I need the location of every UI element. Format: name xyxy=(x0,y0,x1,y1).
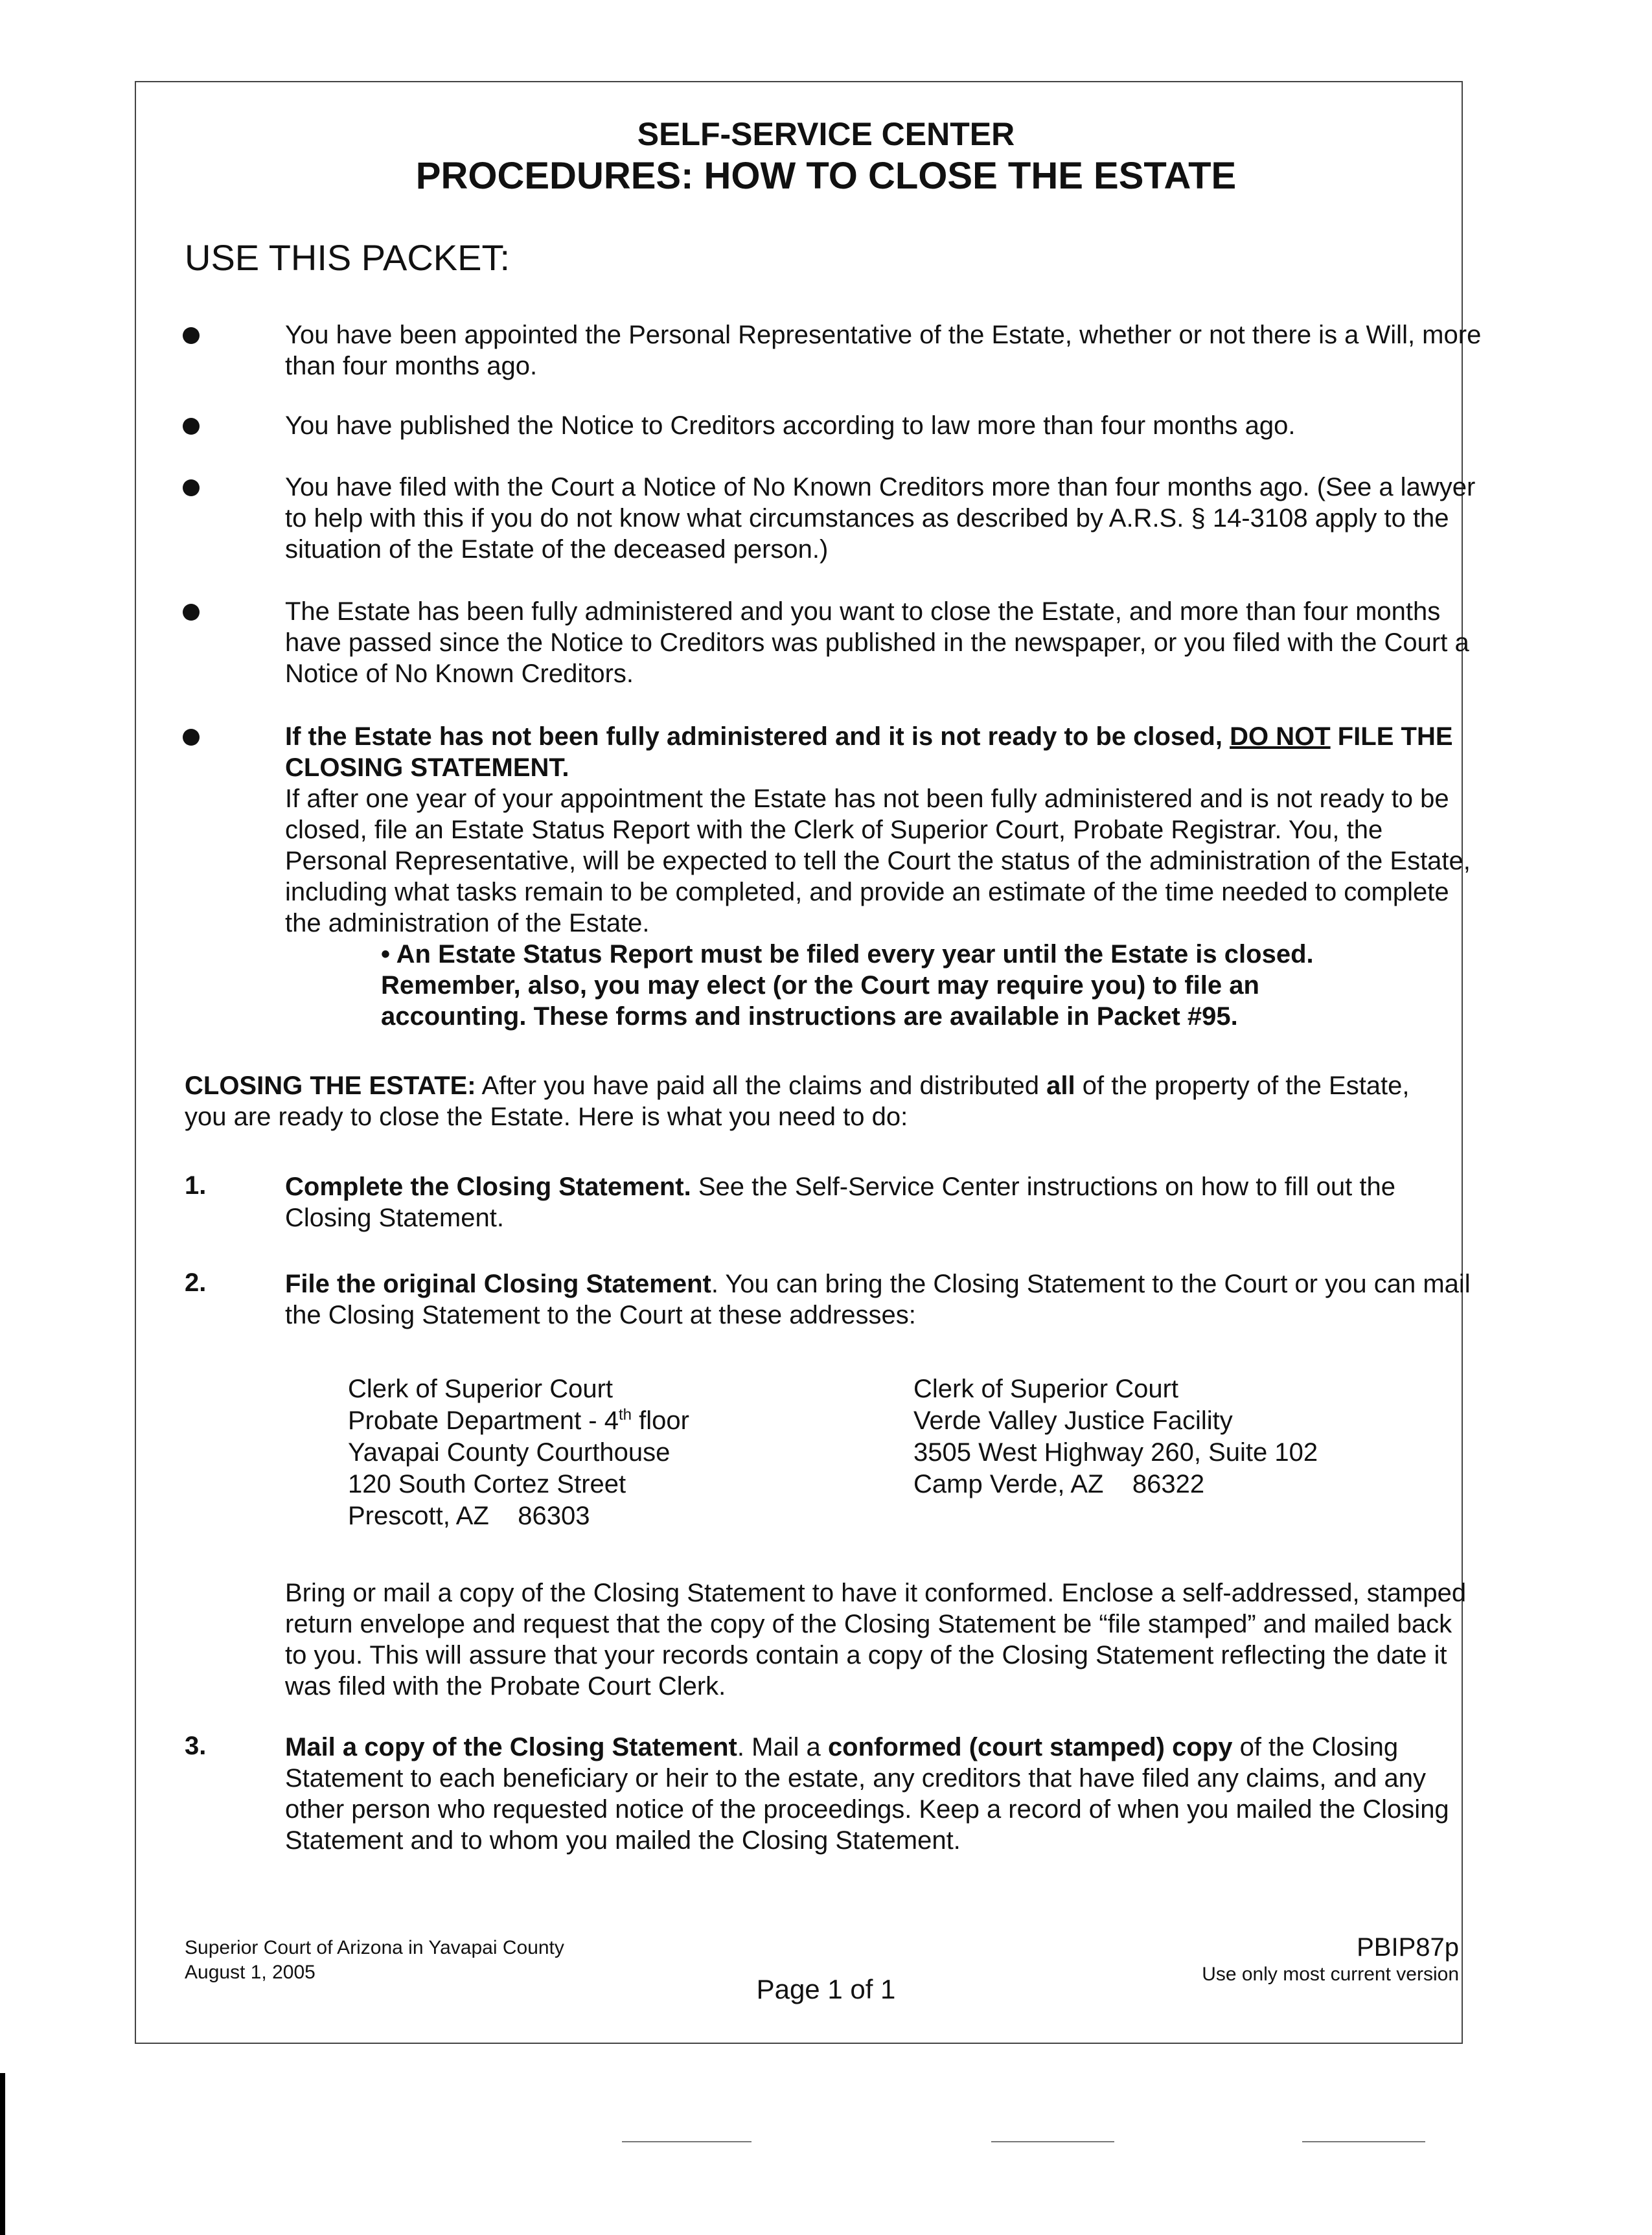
warning-text: If the Estate has not been fully administered and it is not ready to be closed, xyxy=(285,722,1222,751)
step-body: . You can bring the Closing Statement to the Court or you can mail the Closing Statement to the Court at these addresses: xyxy=(285,1270,1471,1329)
address-line xyxy=(348,1405,689,1437)
step-text xyxy=(285,1268,1471,1331)
closing-all: all xyxy=(1046,1072,1075,1100)
address-camp-verde xyxy=(913,1373,1318,1500)
address-line: Prescott, AZ 86303 xyxy=(348,1502,590,1530)
address-prescott xyxy=(348,1373,689,1532)
bullet-icon xyxy=(183,729,200,746)
bullet-icon xyxy=(183,604,200,621)
address-line: Verde Valley Justice Facility xyxy=(913,1406,1233,1435)
bullet-text: The Estate has been fully administered and you want to close the Estate, and more than four months have passed since the Notice to Creditors was published in the newspaper, or you filed with the Court a Notice of No Known Creditors. xyxy=(285,597,1469,688)
form-number: PBIP87p xyxy=(1357,1933,1459,1962)
address-line-part: floor xyxy=(632,1406,689,1435)
step-title: Complete the Closing Statement. xyxy=(285,1173,691,1201)
footer-date: August 1, 2005 xyxy=(185,1962,315,1983)
status-report-note: • An Estate Status Report must be filed every year until the Estate is closed. Remember, also, you may elect (or the Court may require you) to file an accounting. These forms and instructions are available in Packet #95. xyxy=(381,940,1314,1031)
closing-paragraph xyxy=(185,1070,1448,1132)
step-number: 3. xyxy=(185,1732,207,1760)
address-line: Camp Verde, AZ 86322 xyxy=(913,1470,1205,1498)
step-number: 1. xyxy=(185,1171,207,1200)
header-center: SELF-SERVICE CENTER xyxy=(637,116,1015,152)
step-text xyxy=(285,1171,1471,1233)
use-packet-heading: USE THIS PACKET: xyxy=(185,237,511,278)
step-title: File the original Closing Statement xyxy=(285,1270,711,1298)
bullet-icon xyxy=(183,327,200,344)
version-note: Use only most current version xyxy=(1202,1964,1459,1985)
bullet-text: You have been appointed the Personal Representative of the Estate, whether or not there is a Will, more than four months ago. xyxy=(285,321,1482,380)
footer-court: Superior Court of Arizona in Yavapai County xyxy=(185,1937,564,1958)
closing-text: After you have paid all the claims and distributed xyxy=(481,1072,1040,1100)
scan-mark xyxy=(622,2141,751,2142)
bullet-text: You have published the Notice to Creditors according to law more than four months ago. xyxy=(285,411,1296,440)
address-line: 3505 West Highway 260, Suite 102 xyxy=(913,1438,1318,1467)
conform-paragraph: Bring or mail a copy of the Closing Statement to have it conformed. Enclose a self-addressed, stamped return envelope and request that the copy of the Closing Statement be “file stamped” and mailed back to you. This will assure that your records contain a copy of the Closing Statement reflecting the date it was filed with the Probate Court Clerk. xyxy=(285,1579,1467,1701)
address-line: Yavapai County Courthouse xyxy=(348,1438,671,1467)
do-not-text: DO NOT xyxy=(1230,722,1331,751)
bullet-icon xyxy=(183,418,200,435)
step-body-end: of the Closing Statement to each beneficiary or heir to the estate, any creditors that have filed any claims, and any other person who requested notice of the proceedings. Keep a record of when you mailed the Closing Statement and to whom you mailed the Closing Statement. xyxy=(285,1733,1449,1855)
page-number: Page 1 of 1 xyxy=(756,1974,896,2004)
status-report-text: If after one year of your appointment the Estate has not been fully administered and is not ready to be closed, file an Estate Status Report with the Clerk of Superior Court, Probate Registrar. You, the Personal Representative, will be expected to tell the Court the status of the administration of the Estate, including what tasks remain to be completed, and provide an estimate of the time needed to complete the administration of the Estate. xyxy=(285,785,1471,937)
bullet-text: You have filed with the Court a Notice of No Known Creditors more than four months ago. (See a lawyer to help with this if you do not know what circumstances as described by A.R.S. § 14-3108 apply to the situation of the Estate of the deceased person.) xyxy=(285,473,1476,564)
address-line: Clerk of Superior Court xyxy=(348,1375,614,1403)
step-text xyxy=(285,1732,1471,1856)
scan-edge xyxy=(0,2073,5,2235)
address-line-part: Probate Department - 4 xyxy=(348,1406,619,1435)
address-line: Clerk of Superior Court xyxy=(913,1375,1179,1403)
warning-text-end: FILE THE CLOSING STATEMENT. xyxy=(285,722,1453,782)
closing-text-end: of the property of the Estate, you are ready to close the Estate. Here is what you need to do: xyxy=(185,1072,1410,1131)
bullet-text xyxy=(285,721,1490,1032)
step-title: Mail a copy of the Closing Statement xyxy=(285,1733,737,1761)
step-number: 2. xyxy=(185,1268,207,1297)
bullet-icon xyxy=(183,479,200,496)
closing-label: CLOSING THE ESTATE: xyxy=(185,1072,476,1100)
step-body: See the Self-Service Center instructions on how to fill out the Closing Statement. xyxy=(285,1173,1395,1232)
scan-mark xyxy=(991,2141,1114,2142)
scan-mark xyxy=(1302,2141,1425,2142)
ordinal-suffix: th xyxy=(619,1406,632,1424)
step-body: . Mail a xyxy=(737,1733,821,1761)
address-line: 120 South Cortez Street xyxy=(348,1470,626,1498)
step-emphasis: conformed (court stamped) copy xyxy=(827,1733,1233,1761)
page-title: PROCEDURES: HOW TO CLOSE THE ESTATE xyxy=(415,155,1237,197)
footer-right xyxy=(1202,1932,1459,1987)
